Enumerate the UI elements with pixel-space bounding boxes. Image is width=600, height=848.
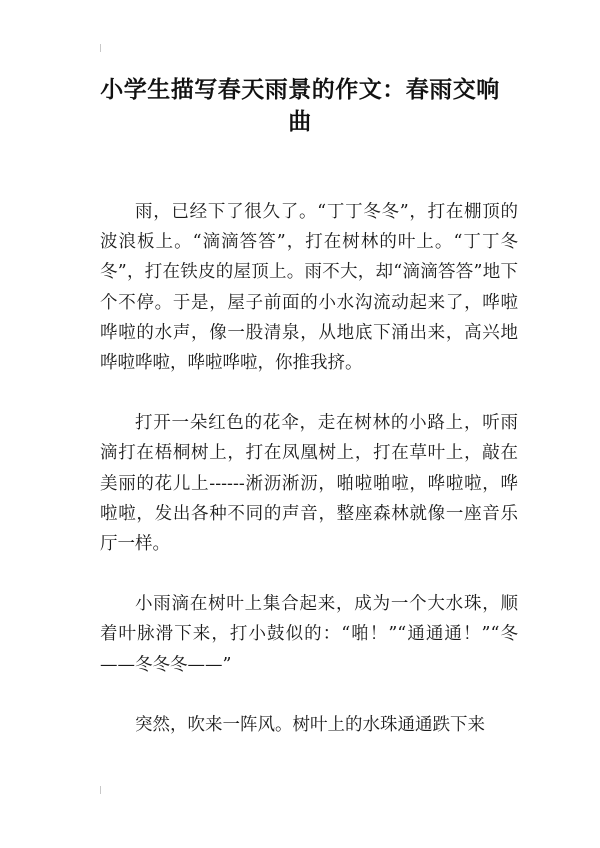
page-corner-mark — [100, 44, 101, 52]
paragraph: 小雨滴在树叶上集合起来，成为一个大水珠，顺着叶脉滑下来，打小鼓似的：“啪！”“通通通！”“冬——冬冬冬——” — [100, 594, 518, 675]
page-corner-mark — [100, 786, 101, 794]
paragraph: 突然，吹来一阵风。树叶上的水珠通通跌下来 — [135, 714, 485, 735]
paragraph: 打开一朵红色的花伞，走在树林的小路上，听雨滴打在梧桐树上，打在凤凰树上，打在草叶上，敲在美丽的花儿上------淅沥淅沥，啪啦啪啦，哗啦啦，哗啦啦，发出各种不同的声音，整座森林就像一座音乐厅一样。 — [100, 413, 518, 555]
paragraph: 雨，已经下了很久了。“丁丁冬冬”，打在棚顶的波浪板上。“滴滴答答”，打在树林的叶上。“丁丁冬冬”，打在铁皮的屋顶上。雨不大，却“滴滴答答”地下个不停。于是，屋子前面的小水沟流动起来了，哗啦哗啦的水声，像一股清泉，从地底下涌出来，高兴地哗啦哗啦，哗啦哗啦，你推我挤。 — [100, 202, 518, 374]
document-body — [100, 197, 518, 770]
document-title: 小学生描写春天雨景的作文：春雨交响曲 — [100, 77, 500, 135]
